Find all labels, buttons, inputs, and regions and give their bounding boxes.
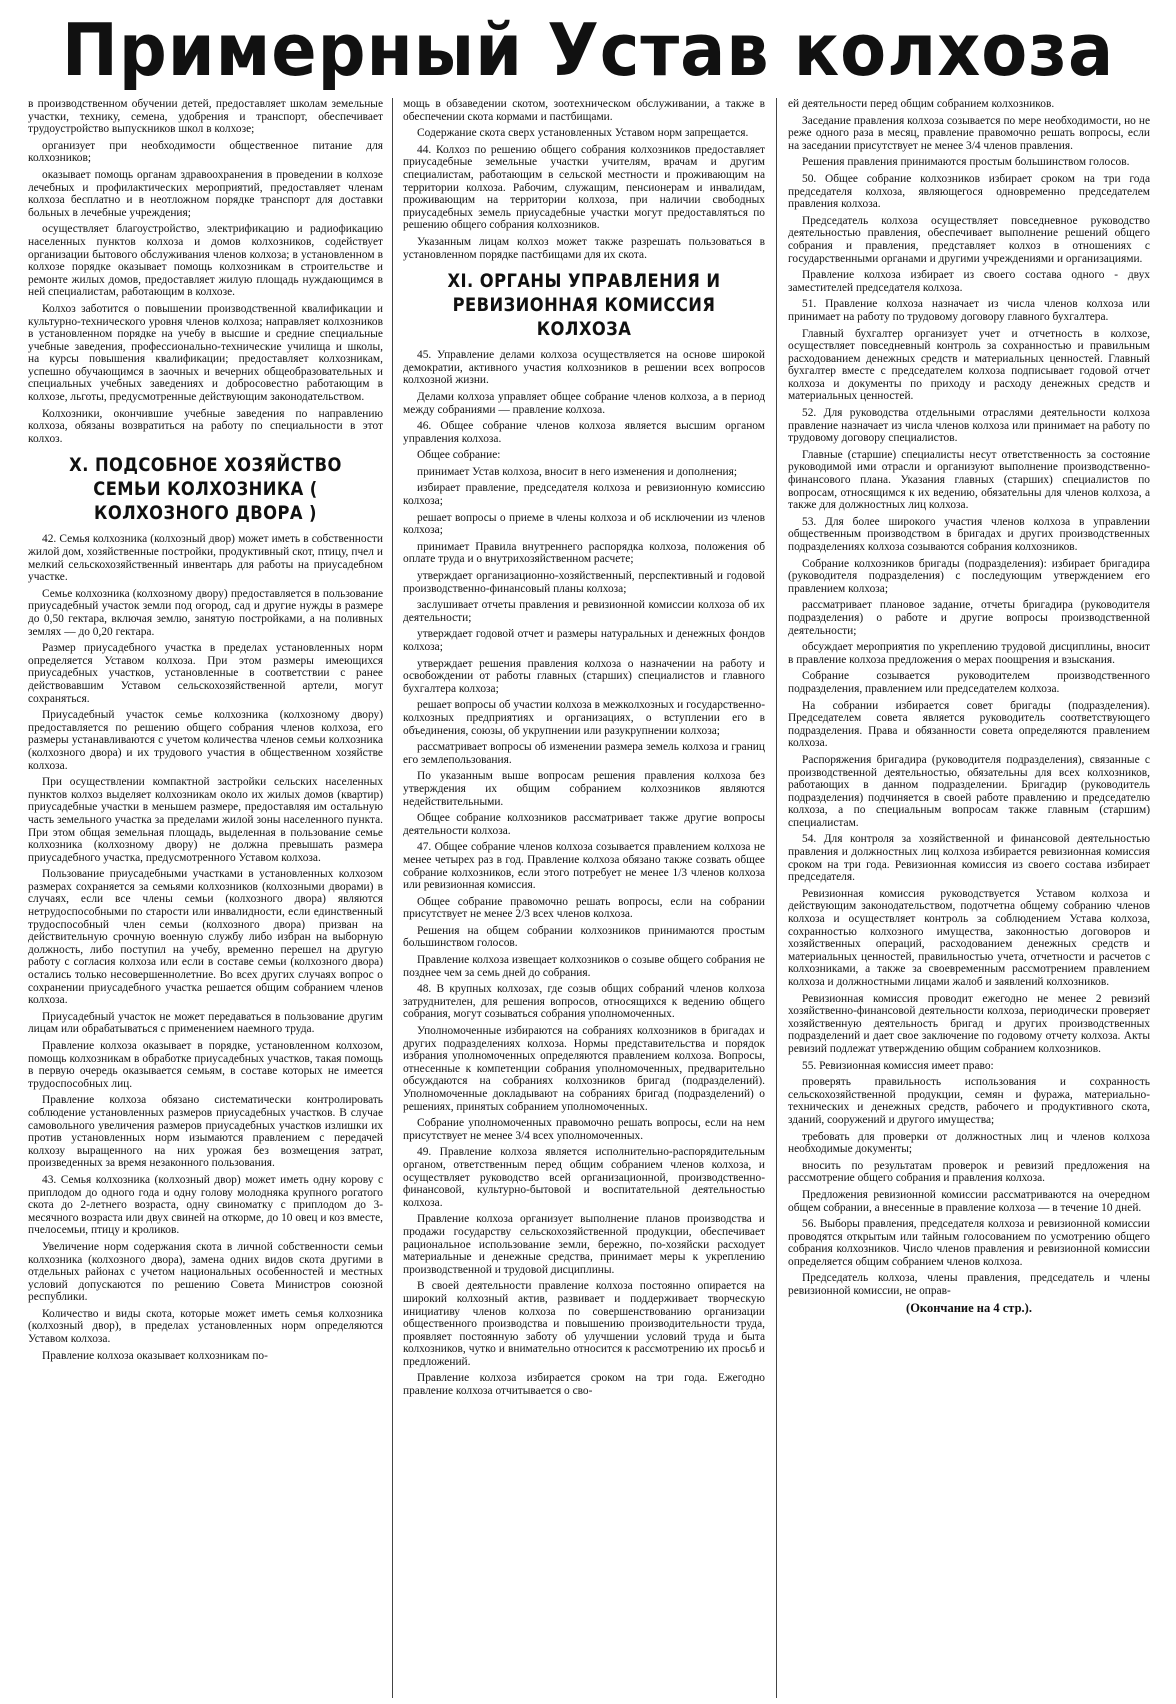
paragraph: рассматривает плановое задание, отчеты бригадира (руководителя подразделения) о работе и другие вопросы производственной деятельности; xyxy=(788,599,1150,637)
paragraph: Правление колхоза избирает из своего состава одного - двух заместителей председателя колхоза. xyxy=(788,269,1150,294)
paragraph: Правление колхоза избирается сроком на три года. Ежегодно правление колхоза отчитывается о сво- xyxy=(403,1372,765,1398)
paragraph: утверждает годовой отчет и размеры натуральных и денежных фондов колхоза; xyxy=(403,628,765,653)
paragraph: требовать для проверки от должностных лиц и членов колхоза необходимые документы; xyxy=(788,1130,1150,1156)
article-52: 52. Для руководства отдельными отраслями деятельности колхоза правление назначает из числа членов колхоза или принимает на работу по трудовому договору специалистов. xyxy=(788,407,1150,445)
paragraph: При осуществлении компактной застройки сельских населенных пунктов колхоз выделяет колхозникам около их жилых домов (квартир) приусадебные участки в меньшем размере, предоставляя им остальную часть земельного участка за пределами жилой зоны населенного пункта. При этом общая земельная площадь, выделенная в пользование семье колхозника (колхозному двору) не должна превышать размера приусадебного участка, предусмотренного Уставом колхоза. xyxy=(28,776,383,864)
paragraph: Собрание уполномоченных правомочно решать вопросы, если на нем присутствует не менее 3/4 всех уполномоченных. xyxy=(403,1117,765,1142)
page-headline: Примерный Устав колхоза xyxy=(61,8,1115,92)
paragraph: заслушивает отчеты правления и ревизионной комиссии колхоза об их деятельности; xyxy=(403,599,765,624)
paragraph: На собрании избирается совет бригады (подразделения). Председателем совета является руководитель соответствующего подразделения. Права и обязанности совета определяются правлением колхоза. xyxy=(788,699,1150,750)
paragraph: Правление колхоза оказывает колхозникам по- xyxy=(42,1349,268,1362)
paragraph: избирает правление, председателя колхоза и ревизионную комиссию колхоза; xyxy=(403,482,765,508)
article-49: 49. Правление колхоза является исполнительно-распорядительным органом, ответственным перед общим собранием членов колхоза, и осуществляет руководство всей организационной, производственно-финансовой, культурно-бытовой и воспитательной деятельностью колхоза. xyxy=(403,1146,765,1209)
paragraph: Общее собрание: xyxy=(417,449,501,462)
paragraph: Приусадебный участок не может передаваться в пользование другим лицам или обрабатываться с применением наемного труда. xyxy=(28,1010,383,1036)
paragraph: утверждает организационно-хозяйственный, перспективный и годовой производственно-финансовый планы колхоза; xyxy=(403,570,765,595)
paragraph: Семье колхозника (колхозному двору) предоставляется в пользование приусадебный участок земли под огород, сад и другие нужды в размере до 0,50 гектара, включая землю, занятую постройками, а на поливных землях — до 0,20 гектара. xyxy=(28,587,383,638)
article-55: 55. Ревизионная комиссия имеет право: xyxy=(802,1059,994,1072)
paragraph: организует при необходимости общественное питание для колхозников; xyxy=(28,139,383,165)
paragraph: Заседание правления колхоза созывается по мере необходимости, но не реже одного раза в месяц, правление правомочно решать вопросы, если на заседании присутствует не менее 3/4 членов правления. xyxy=(788,114,1150,152)
paragraph: Содержание скота сверх установленных Уставом норм запрещается. xyxy=(417,127,749,140)
paragraph: Увеличение норм содержания скота в личной собственности семьи колхозника (колхозного двора), замена одних видов скота другими в отдельных районах с учетом национальных особенностей и местных условий допускаются по решению Совета Министров союзной республики. xyxy=(28,1240,383,1304)
paragraph: Председатель колхоза осуществляет повседневное руководство деятельностью правления, обеспечивает выполнение решений общего собрания и правления, представляет колхоз в отношениях с государственными органами и другими учреждениями и организациями. xyxy=(788,214,1150,265)
paragraph: оказывает помощь органам здравоохранения в проведении в колхозе лечебных и профилактических мероприятий, предоставляет членам колхоза бесплатно и в неотложном порядке транспорт для доставки больных в лечебные учреждения; xyxy=(28,168,383,219)
paragraph: Общее собрание колхозников рассматривает также другие вопросы деятельности колхоза. xyxy=(403,812,765,837)
column-2 xyxy=(403,98,765,1698)
paragraph: Количество и виды скота, которые может иметь семья колхозника (колхозный двор), в пределах установленных норм определяются Уставом колхоза. xyxy=(28,1307,383,1346)
paragraph: Уполномоченные избираются на собраниях колхозников в бригадах и других подразделениях колхоза. Нормы представительства и порядок избрания уполномоченных определяются правлением колхоза. Вопросы, отнесенные к компетенции собрания уполномоченных, предварительно обсуждаются на собраниях колхозников бригад (подразделений). Уполномоченные докладывают на собраниях бригад (подразделений) о решениях, принятых собранием уполномоченных. xyxy=(403,1025,765,1113)
paragraph: Предложения ревизионной комиссии рассматриваются на очередном общем собрании, а внесенные в правление колхоза — в течение 10 дней. xyxy=(788,1188,1150,1214)
paragraph: Правление колхоза обязано систематически контролировать соблюдение установленных размеров приусадебных участков. В случае самовольного увеличения размеров приусадебных участков излишки их против установленных норм изымаются правлением с передачей колхозу выращенного на них урожая без возмещения затрат, произведенных за время незаконного пользования. xyxy=(28,1094,383,1170)
paragraph: Распоряжения бригадира (руководителя подразделения), связанные с производственной деятельностью, обязательны для всех колхозников, работающих в данном подразделении. Бригадир (руководитель подразделения) подчиняется в своей работе правлению и председателю колхоза, а по специальным вопросам также главным (старшим) специалистам. xyxy=(788,753,1150,829)
article-43: 43. Семья колхозника (колхозный двор) может иметь одну корову с приплодом до одного года и одну голову молодняка крупного рогатого скота до 2-летнего возраста, одну свиноматку с приплодом до 3-месячного возраста или двух свиней на откорме, до 10 овец и коз вместе, пчелосемьи, птицу и кроликов. xyxy=(28,1173,383,1237)
column-divider xyxy=(392,98,393,1698)
article-47: 47. Общее собрание членов колхоза созывается правлением колхоза не менее четырех раз в год. Правление колхоза обязано также созвать общее собрание колхозников, если этого потребует не менее 1/3 членов колхоза или ревизионная комиссия. xyxy=(403,841,765,892)
paragraph: Правление колхоза организует выполнение планов производства и продажи государству сельскохозяйственной продукции, обеспечивает рациональное использование земли, бережно, по-хозяйски расходует материальные и денежные средства, принимает меры к укреплению производственной и трудовой дисциплины. xyxy=(403,1213,765,1276)
section-heading: X. ПОДСОБНОЕ ХОЗЯЙСТВО СЕМЬИ КОЛХОЗНИКА ( КОЛХОЗНОГО ДВОРА ) xyxy=(69,454,342,525)
continuation-note: (Окончание на 4 стр.). xyxy=(906,1300,1032,1315)
article-44: 44. Колхоз по решению общего собрания колхозников предоставляет приусадебные земельные участки учителям, врачам и другим специалистам, работающим в сельской местности и проживающим на территории колхоза. Рабочим, служащим, пенсионерам и инвалидам, проживающим на территории колхоза, при наличии свободных приусадебных земель приусадебные участки могут предоставляться по решению общего собрания колхозников. xyxy=(403,143,765,232)
article-48: 48. В крупных колхозах, где созыв общих собраний членов колхоза затруднителен, для решения вопросов, относящихся к ведению общего собрания, могут созываться собрания уполномоченных. xyxy=(403,983,765,1021)
article-45: 45. Управление делами колхоза осуществляется на основе широкой демократии, активного участия колхозников в решении всех вопросов колхозной жизни. xyxy=(403,349,765,387)
article-42: 42. Семья колхозника (колхозный двор) может иметь в собственности жилой дом, хозяйственные постройки, продуктивный скот, птицу, пчел и мелкий сельскохозяйственный инвентарь для работы на приусадебном участке. xyxy=(28,533,383,584)
paragraph: Пользование приусадебными участками в установленных колхозом размерах сохраняется за семьями колхозников (колхозными дворами) в случаях, если все члены семьи (колхозного двора) являются нетрудоспособными по старости или инвалидности, если единственный трудоспособный член семьи (колхозного двора) призван на действительную срочную военную службу либо избран на выборную должность, либо поступил на учебу, временно перешел на другую работу с согласия колхоза или если в составе семьи (колхозного двора) остались только несовершеннолетние. Во всех других случаях вопрос о сохранении приусадебного участка решается общим собранием членов колхоза. xyxy=(28,868,383,1007)
article-54: 54. Для контроля за хозяйственной и финансовой деятельностью правления и должностных лиц колхоза избирается ревизионная комиссия сроком на три года. Ревизионная комиссия из своего состава избирает председателя. xyxy=(788,833,1150,884)
paragraph: Колхозники, окончившие учебные заведения по направлению колхоза, обязаны возвратиться на работу по специальности в этот колхоз. xyxy=(28,407,383,445)
paragraph: По указанным выше вопросам решения правления колхоза без утверждения их общим собранием колхозников являются недействительными. xyxy=(403,770,765,808)
paragraph: проверять правильность использования и сохранность сельскохозяйственной продукции, семян и фуража, материально-технических и денежных средств, рабочего и продуктивного скота, зданий, сооружений и другого имущества; xyxy=(788,1076,1150,1126)
paragraph: Приусадебный участок семье колхозника (колхозному двору) предоставляется по решению общего собрания членов колхоза, его размеры устанавливаются с учетом количества членов семьи колхозника (колхозного двора) и их трудового участия в общественном хозяйстве колхоза. xyxy=(28,709,383,772)
paragraph: Делами колхоза управляет общее собрание членов колхоза, а в период между собраниями — правление колхоза. xyxy=(403,390,765,416)
article-50: 50. Общее собрание колхозников избирает сроком на три года председателя колхоза, являющегося одновременно председателем правления колхоза. xyxy=(788,172,1150,211)
paragraph: Колхоз заботится о повышении производственной квалификации и культурно-технического уровня членов колхоза; направляет колхозников в установленном порядке на учебу в высшие и средние специальные учебные заведения, профессионально-технические училища и школы, на курсы повышения квалификации; предоставляет колхозникам, успешно обучающимся в заочных и вечерних общеобразовательных и специальных учебных заведениях и добросовестно работающим в колхозе, льготы, предусмотренные действующим законодательством. xyxy=(28,302,383,404)
paragraph: Правление колхоза оказывает в порядке, установленном колхозом, помощь колхозникам в обработке приусадебных участков, такая помощь в первую очередь оказывается семьям, в составе которых не имеется трудоспособных лиц. xyxy=(28,1040,383,1090)
paragraph: Ревизионная комиссия руководствуется Уставом колхоза и действующим законодательством, подотчетна общему собранию членов колхоза и осуществляет контроль за соблюдением Устава колхоза, сохранностью колхозного имущества, законностью договоров и хозяйственных операций, расходованием денежных средств и материальных ценностей, правильностью учета, отчетности и расчетов с колхозниками, а также за своевременным рассмотрением правлением колхоза и должностными лицами жалоб и заявлений колхозников. xyxy=(788,887,1150,988)
section-heading: XI. ОРГАНЫ УПРАВЛЕНИЯ И РЕВИЗИОННАЯ КОМИССИЯ КОЛХОЗА xyxy=(447,270,721,341)
column-divider xyxy=(776,98,777,1698)
paragraph: осуществляет благоустройство, электрификацию и радиофикацию населенных пунктов колхоза и домов колхозников, содействует организации бытового обслуживания членов колхоза; в установленном в колхозе порядке оказывает помощь колхозникам в строительстве и ремонте жилых домов, предоставляет жилую площадь нуждающимся в ней специалистам, работающим в колхозе. xyxy=(28,223,383,299)
article-46: 46. Общее собрание членов колхоза является высшим органом управления колхоза. xyxy=(403,420,765,445)
paragraph: мощь в обзаведении скотом, зоотехническом обслуживании, а также в обеспечении скота кормами и пастбищами. xyxy=(403,98,765,123)
paragraph: Главный бухгалтер организует учет и отчетность в колхозе, осуществляет повседневный контроль за сохранностью и правильным расходованием денежных средств и материальных ценностей. Главный бухгалтер вместе с председателем колхоза подписывает годовой отчет колхоза и документы по приходу и расходу денежных средств и материальных ценностей. xyxy=(788,327,1150,403)
article-53: 53. Для более широкого участия членов колхоза в управлении общественным производством в бригадах и других производственных подразделениях колхоза созываются собрания колхозников. xyxy=(788,515,1150,553)
paragraph: Решения на общем собрании колхозников принимаются простым большинством голосов. xyxy=(403,924,765,950)
paragraph: Ревизионная комиссия проводит ежегодно не менее 2 ревизий хозяйственно-финансовой деятельности колхоза, периодически проверяет хозяйственную деятельность бригад и других производственных подразделений и дает свое заключение по годовому отчету колхоза. Акты ревизий подлежат утверждению общим собранием колхозников. xyxy=(788,992,1150,1055)
paragraph: в производственном обучении детей, предоставляет школам земельные участки, технику, семена, удобрения и транспорт, обеспечивает трудоустройство выпускников школ в колхозе; xyxy=(28,98,383,136)
paragraph: решает вопросы о приеме в члены колхоза и об исключении из членов колхоза; xyxy=(403,511,765,537)
paragraph: решает вопросы об участии колхоза в межколхозных и государственно-колхозных предприятиях и организациях, о вступлении его в объединения, союзы, об укрупнении или разукрупнении колхоза; xyxy=(403,699,765,737)
column-3 xyxy=(788,98,1150,1698)
paragraph: Общее собрание правомочно решать вопросы, если на собрании присутствует не менее 2/3 всех членов колхоза. xyxy=(403,895,765,921)
article-51: 51. Правление колхоза назначает из числа членов колхоза или принимает на работу по трудовому договору главного бухгалтера. xyxy=(788,298,1150,323)
paragraph: принимает Правила внутреннего распорядка колхоза, положения об оплате труда и о внутрихозяйственном расчете; xyxy=(403,540,765,566)
column-1 xyxy=(28,98,383,1698)
paragraph: В своей деятельности правление колхоза постоянно опирается на широкий колхозный актив, развивает и поддерживает творческую инициативу членов колхоза по совершенствованию организации общественного производства и повышению производительности труда, проявляет постоянную заботу об улучшении условий труда и быта колхозников, чутко и внимательно относится к рассмотрению их просьб и предложений. xyxy=(403,1280,765,1368)
paragraph: Правление колхоза извещает колхозников о созыве общего собрания не позднее чем за семь дней до собрания. xyxy=(403,954,765,979)
paragraph: Главные (старшие) специалисты несут ответственность за состояние руководимой ими отрасли и организуют выполнение производственно-финансового плана. Указания главных (старших) специалистов по вопросам, относящимся к их ведению, обязательны для членов колхоза, а также для должностных лиц колхоза. xyxy=(788,448,1150,512)
paragraph: ей деятельности перед общим собранием колхозников. xyxy=(788,98,1055,110)
paragraph: Размер приусадебного участка в пределах установленных норм определяется Уставом колхоза. При этом размеры имеющихся приусадебных участков, установленные в соответствии с ранее действовавшим Уставом сельскохозяйственной артели, могут сохраняться. xyxy=(28,642,383,705)
paragraph: Собрание созывается руководителем производственного подразделения, правлением или председателем колхоза. xyxy=(788,670,1150,695)
paragraph: принимает Устав колхоза, вносит в него изменения и дополнения; xyxy=(417,465,738,478)
paragraph: утверждает решения правления колхоза о назначении на работу и освобождении от работы главных (старших) специалистов и главного бухгалтера колхоза; xyxy=(403,657,765,695)
paragraph: Председатель колхоза, члены правления, председатель и члены ревизионной комиссии, не оправ- xyxy=(788,1272,1150,1298)
paragraph: вносить по результатам проверок и ревизий предложения на рассмотрение общего собрания и правления колхоза. xyxy=(788,1159,1150,1185)
paragraph: Собрание колхозников бригады (подразделения): избирает бригадира (руководителя подразделения) с последующим утверждением его правлением колхоза; xyxy=(788,557,1150,595)
paragraph: рассматривает вопросы об изменении размера земель колхоза и границ его землепользования. xyxy=(403,741,765,766)
paragraph: Решения правления принимаются простым большинством голосов. xyxy=(802,156,1130,169)
paragraph: Указанным лицам колхоз может также разрешать пользоваться в установленном порядке пастбищами для их скота. xyxy=(403,235,765,261)
article-56: 56. Выборы правления, председателя колхоза и ревизионной комиссии проводятся открытым или тайным голосованием по усмотрению общего собрания колхозников. Число членов правления и ревизионной комиссии определяется общим собранием членов колхоза. xyxy=(788,1218,1150,1268)
paragraph: обсуждает мероприятия по укреплению трудовой дисциплины, вносит в правление колхоза предложения о мерах поощрения и взыскания. xyxy=(788,641,1150,666)
